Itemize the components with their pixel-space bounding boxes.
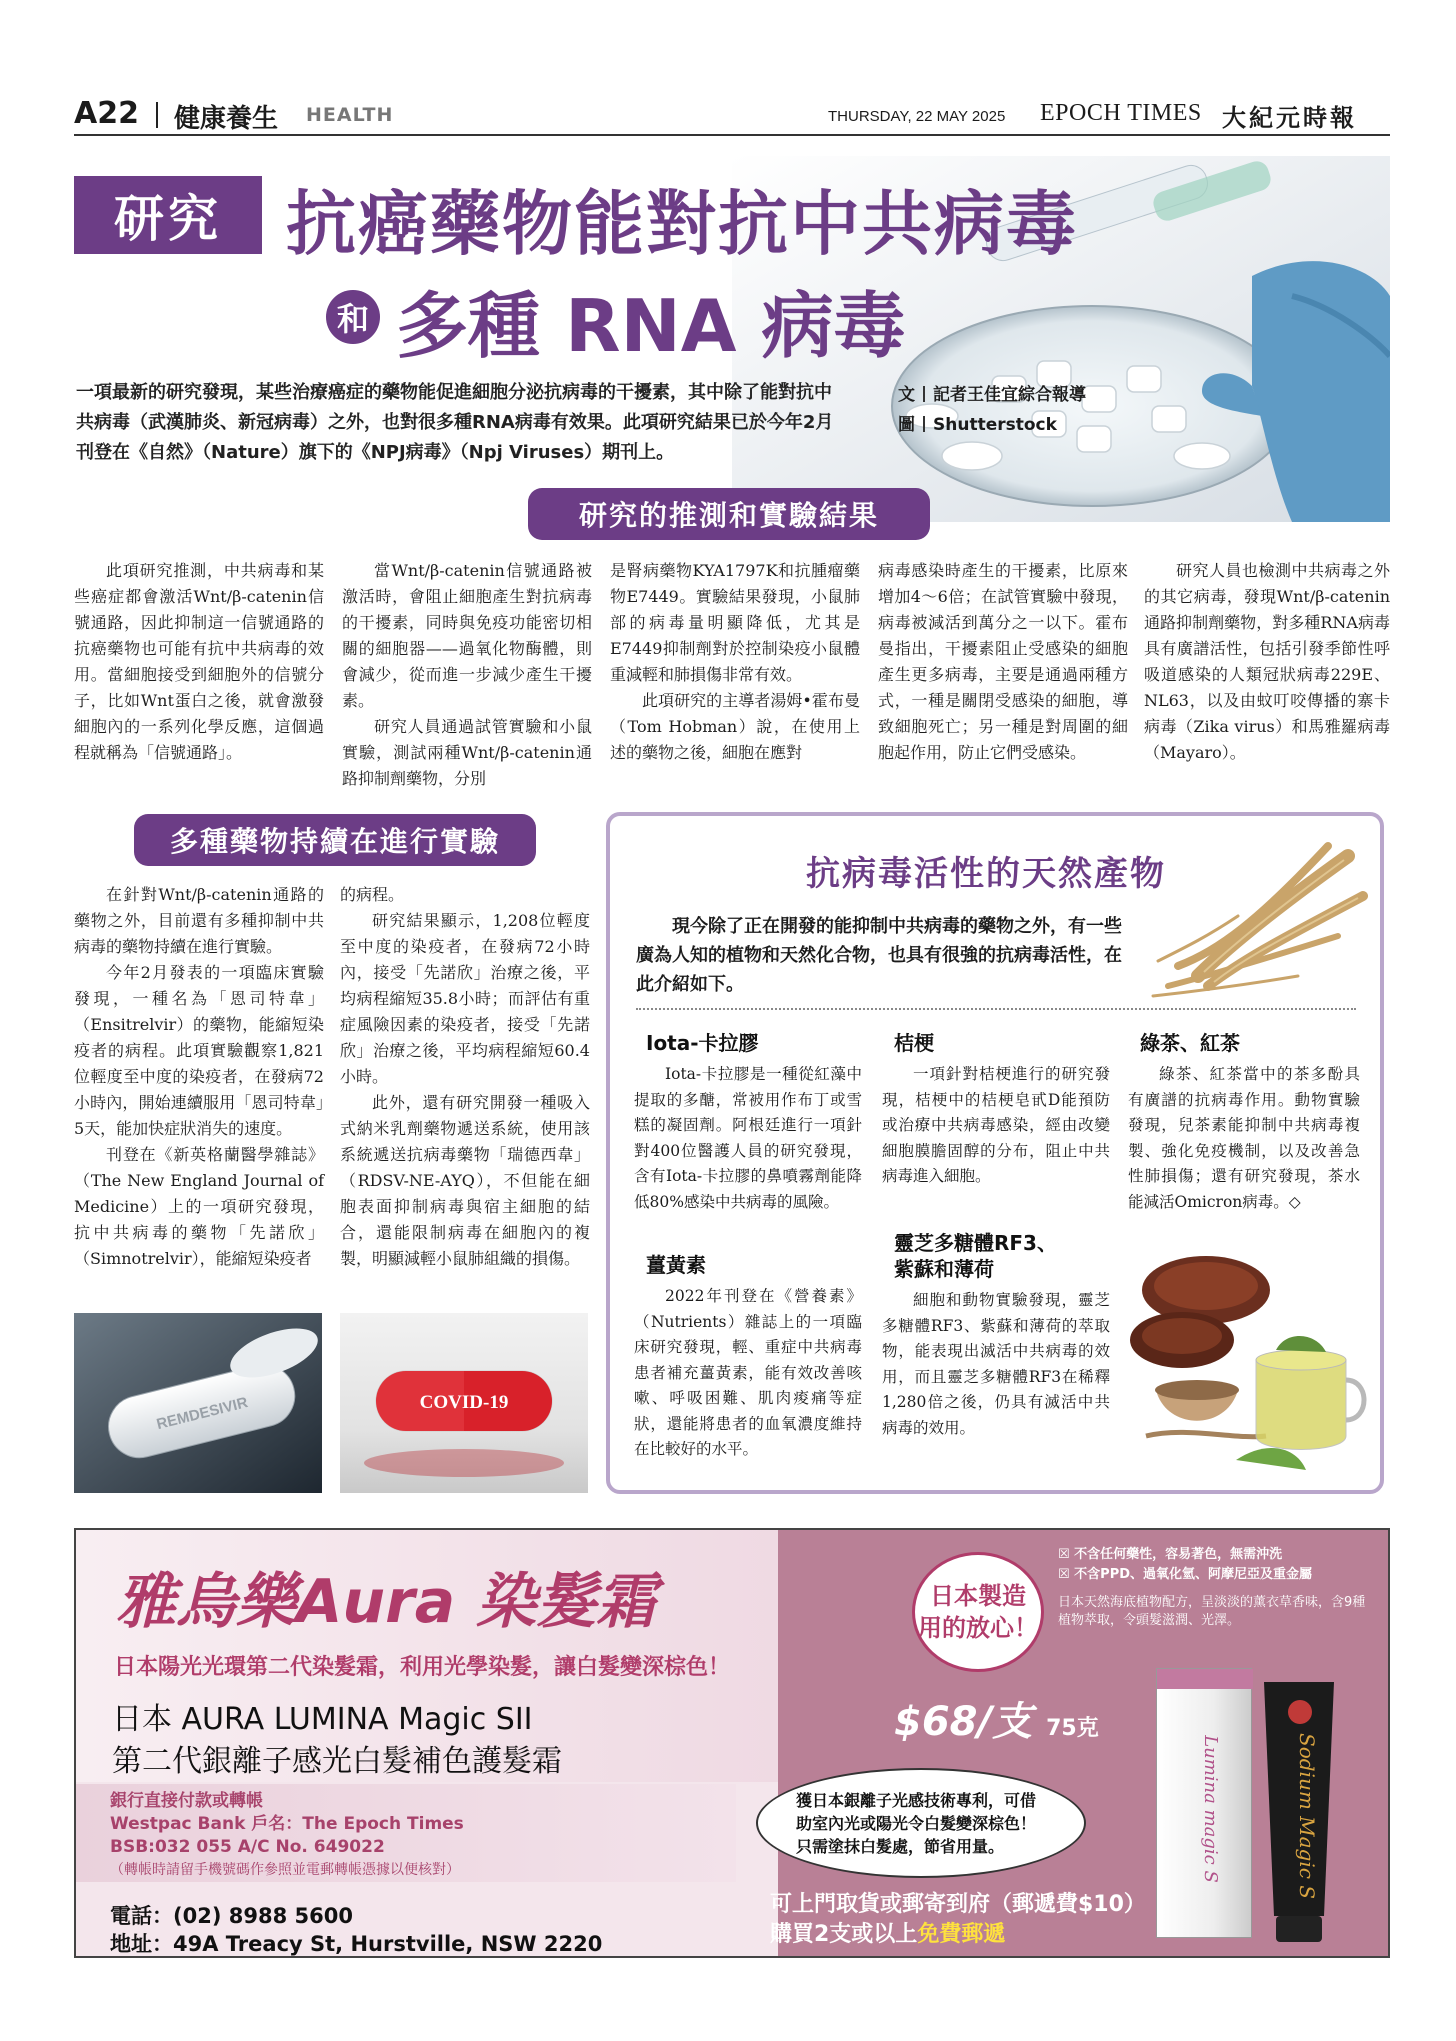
- product-tube-image: [1244, 1676, 1354, 1944]
- paragraph: 研究結果顯示，1,208位輕度至中度的染疫者，在發病72小時內，接受「先諾欣」治療之後，平均病程縮短35.8小時；而評估有重症風險因素的染疫者，接受「先諾欣」治療之後，平均病程縮短60.4小時。: [340, 911, 590, 1086]
- section1-column-5: [1144, 558, 1390, 766]
- reishi-tea-image: [1126, 1240, 1372, 1480]
- headline-connector: 和: [326, 290, 380, 344]
- delivery-line-2: [770, 1920, 1146, 1950]
- byline-image-credit: Shutterstock: [933, 415, 1057, 435]
- reishi-heading-line-2: 紫蘇和薄荷: [894, 1257, 994, 1281]
- section2-column-1: [74, 882, 324, 1272]
- reishi-heading: [894, 1230, 1057, 1282]
- section1-column-1: [74, 558, 324, 766]
- paragraph: 研究人員也檢測中共病毒之外的其它病毒，發現Wnt/β-catenin通路抑制劑藥物，對多種RNA病毒具有廣譜活性，包括引發季節性呼吸道感染的人類冠狀病毒229E、NL63，以及由蚊叮咬傳播的寨卡病毒（Zika virus）和馬雅羅病毒（Mayaro）。: [1144, 561, 1390, 762]
- article-lead: 一項最新的研究發現，某些治療癌症的藥物能促進細胞分泌抗病毒的干擾素，其中除了能對抗中共病毒（武漢肺炎、新冠病毒）之外，也對很多種RNA病毒有效果。此項研究結果已於今年2月刊登在《自然》（Nature）旗下的《NPJ病毒》（Npj Viruses）期刊上。: [76, 382, 834, 463]
- ad-address: 地址：49A Treacy St, Hurstville, NSW 2220: [110, 1932, 603, 1956]
- section1-subhead: 研究的推測和實驗結果: [528, 488, 930, 540]
- section-name-zh: 健康養生: [174, 104, 279, 134]
- iota-carrageenan-heading: Iota-卡拉膠: [646, 1031, 759, 1055]
- ad-price: [894, 1690, 1099, 1747]
- tea-heading: 綠茶、紅茶: [1140, 1031, 1240, 1055]
- paragraph: 的病程。: [340, 885, 405, 904]
- paragraph: 病毒感染時產生的干擾素，比原來增加4～6倍；在試管實驗中發現，病毒被減活到萬分之一以下。霍布曼指出，干擾素阻止受感染的細胞產生更多病毒，主要是通過兩種方式，一種是關閉受感染的細胞，導致細胞死亡；另一種是對周圍的細胞起作用，防止它們受感染。: [878, 561, 1128, 762]
- delivery-prefix: 購買2支或以上: [770, 1922, 918, 1947]
- byline-image-row: [898, 410, 1086, 440]
- paragraph: 在針對Wnt/β-catenin通路的藥物之外，目前還有多種抑制中共病毒的藥物持續在進行實驗。: [74, 885, 324, 956]
- ad-phone: 電話：(02) 8988 5600: [110, 1904, 353, 1928]
- tea-text: 綠茶、紅茶當中的茶多酚具有廣譜的抗病毒作用。動物實驗發現，兒茶素能抑制中共病毒複製、強化免疫機制，以及改善急性肺損傷；還有研究發現，茶水能減活Omicron病毒。◇: [1128, 1065, 1360, 1211]
- section1-column-2: [342, 558, 592, 792]
- ad-delivery-info: [770, 1890, 1146, 1950]
- paragraph: 此項研究的主導者湯姆•霍布曼（Tom Hobman）說，在使用上述的藥物之後，細胞在應對: [610, 691, 860, 762]
- free-shipping-highlight: 免費郵遞: [917, 1922, 1006, 1947]
- ad-speech-bubble: 獲日本銀離子光感技術專利，可借助室內光或陽光令白髮變深棕色！只需塗抹白髮處，節省用量。: [756, 1768, 1086, 1878]
- byline-divider: [923, 386, 925, 402]
- advertisement-hair-dye: [74, 1528, 1390, 1958]
- section2-subhead: 多種藥物持續在進行實驗: [134, 814, 536, 866]
- headline-tag: 研究: [74, 176, 262, 254]
- section1-column-3: [610, 558, 860, 766]
- paragraph: 今年2月發表的一項臨床實驗發現，一種名為「恩司特韋」（Ensitrelvir）的藥物，能縮短染疫者的病程。此項實驗觀察1,821位輕度至中度的染疫者，在發病72小時內，開始連續服用「恩司特韋」5天，能加快症狀消失的速度。: [74, 963, 324, 1138]
- bank-account: BSB:032 055 A/C No. 649022: [110, 1837, 385, 1857]
- ad-feature-1: ☒ 不含任何藥性，容易著色，無需沖洗: [1058, 1547, 1283, 1562]
- ad-feature-2: ☒ 不含PPD、過氧化氫、阿摩尼亞及重金屬: [1058, 1567, 1313, 1582]
- tube-label: Sodium Magic S: [1295, 1732, 1319, 1900]
- reishi-heading-line-1: 靈芝多糖體RF3、: [894, 1231, 1057, 1255]
- byline-author: 記者王佳宜綜合報導: [933, 385, 1086, 405]
- headline-line-1: 抗癌藥物能對抗中共病毒: [286, 183, 1078, 265]
- price-volume: 75克: [1046, 1716, 1099, 1741]
- paragraph: 此項研究推測，中共病毒和某些癌症都會激活Wnt/β-catenin信號通路，因此抑制這一信號通路的抗癌藥物也可能有抗中共病毒的效用。當細胞接受到細胞外的信號分子，比如Wnt蛋白之後，就會激發細胞內的一系列化學反應，這個過程就稱為「信號通路」。: [74, 561, 324, 762]
- iota-carrageenan-text: Iota-卡拉膠是一種從紅藻中提取的多醣，常被用作布丁或雪糕的凝固劑。阿根廷進行一項針對400位醫護人員的研究發現，含有Iota-卡拉膠的鼻噴霧劑能降低80%感染中共病毒的風險。: [634, 1065, 862, 1211]
- platycodon-text: 一項針對桔梗進行的研究發現，桔梗中的桔梗皂甙D能預防或治療中共病毒感染，經由改變細胞膜膽固醇的分布，阻止中共病毒進入細胞。: [882, 1065, 1110, 1185]
- photo-covid-capsule: [340, 1313, 588, 1493]
- made-in-japan-badge: [912, 1552, 1044, 1672]
- bank-name: Westpac Bank 戶名：The Epoch Times: [110, 1814, 464, 1834]
- byline-text-label: 文: [898, 385, 915, 405]
- capsule-label: COVID-19: [419, 1392, 509, 1413]
- delivery-line-1: 可上門取貨或郵寄到府（郵遞費$10）: [770, 1892, 1146, 1917]
- ad-bank-details: [76, 1784, 736, 1882]
- paragraph: 當Wnt/β-catenin信號通路被激活時，會阻止細胞產生對抗病毒的干擾素，同時與免疫功能密切相關的細胞器——過氧化物酶體，則會減少，從而進一步減少產生干擾素。: [342, 561, 592, 710]
- header-divider: [156, 102, 158, 128]
- paper-name-zh: 大紀元時報: [1222, 103, 1357, 132]
- box-label: Lumina magic S: [1200, 1735, 1221, 1883]
- bank-note: （轉帳時請留手機號碼作參照並電郵轉帳憑據以便核對）: [110, 1862, 460, 1878]
- issue-date: THURSDAY, 22 MAY 2025: [828, 108, 1006, 125]
- badge-line-1: 日本製造: [930, 1582, 1026, 1610]
- turmeric-text: 2022年刊登在《營養素》（Nutrients）雜誌上的一項臨床研究發現，輕、重症中共病毒患者補充薑黃素，能有效改善咳嗽、呼吸困難、肌肉痠痛等症狀，還能將患者的血氧濃度維持在比較好的水平。: [634, 1287, 862, 1458]
- ad-tagline: 日本陽光光環第二代染髮霜，利用光學染髮，讓白髮變深棕色！: [114, 1655, 731, 1680]
- ad-brand: 雅烏樂Aura 染髮霜: [116, 1567, 657, 1637]
- reishi-text: 細胞和動物實驗發現，靈芝多糖體RF3、紫蘇和薄荷的萃取物，能表現出滅活中共病毒的效用，而且靈芝多糖體RF3在稀釋1,280倍之後，仍具有滅活中共病毒的效用。: [882, 1291, 1110, 1437]
- product-box-image: [1156, 1668, 1252, 1938]
- platycodon-heading: 桔梗: [894, 1031, 934, 1055]
- byline-divider: [923, 416, 925, 432]
- paragraph: 研究人員通過試管實驗和小鼠實驗，測試兩種Wnt/β-catenin通路抑制劑藥物，分別: [342, 717, 592, 788]
- ad-product-subtitle: 第二代銀離子感光白髮補色護髮霜: [112, 1744, 562, 1779]
- page-number: A22: [74, 96, 139, 131]
- ginseng-root-image: [1138, 826, 1378, 1006]
- price-value: $68/支: [894, 1699, 1033, 1745]
- headline-line-2: 多種 RNA 病毒: [396, 284, 906, 368]
- ad-product-name: 日本 AURA LUMINA Magic SII: [112, 1702, 533, 1737]
- sidebar-title: 抗病毒活性的天然產物: [806, 854, 1166, 894]
- sidebar-intro: 現今除了正在開發的能抑制中共病毒的藥物之外，有一些廣為人知的植物和天然化合物，也具有很強的抗病毒活性，在此介紹如下。: [636, 916, 1122, 995]
- badge-line-2: 用的放心！: [918, 1614, 1038, 1642]
- pill-imprint: REMDESIVIR: [154, 1394, 250, 1434]
- byline-image-label: 圖: [898, 415, 915, 435]
- section-name-en: HEALTH: [306, 104, 394, 126]
- paper-name-en: EPOCH TIMES: [1040, 100, 1202, 126]
- sidebar-natural-products: [606, 812, 1384, 1494]
- byline-text-row: [898, 380, 1086, 410]
- page-header: [74, 96, 1390, 136]
- sidebar-divider: [636, 1008, 1356, 1010]
- photo-remdesivir-pill: [74, 1313, 322, 1493]
- paragraph: 是腎病藥物KYA1797K和抗腫瘤藥物E7449。實驗結果發現，小鼠肺部的病毒量明顯降低，尤其是E7449抑制劑對於控制染疫小鼠體重減輕和肺損傷非常有效。: [610, 561, 860, 684]
- ad-description: 日本天然海底植物配方，呈淡淡的薰衣草香味，含9種植物萃取，令頭髮滋潤、光澤。: [1058, 1595, 1366, 1628]
- bank-title: 銀行直接付款或轉帳: [110, 1791, 263, 1811]
- byline: [898, 380, 1086, 440]
- turmeric-heading: 薑黃素: [646, 1253, 706, 1277]
- paragraph: 刊登在《新英格蘭醫學雜誌》（The New England Journal of Medicine）上的一項研究發現，抗中共病毒的藥物「先諾欣」（Simnotrelvir），能縮短染疫者: [74, 1145, 324, 1268]
- section1-column-4: [878, 558, 1128, 766]
- paragraph: 此外，還有研究開發一種吸入式納米乳劑藥物遞送系統，使用該系統遞送抗病毒藥物「瑞德西韋」（RDSV-NE-AYQ），不但能在細胞表面抑制病毒與宿主細胞的結合，還能限制病毒在細胞內的複製，明顯減輕小鼠肺組織的損傷。: [340, 1093, 590, 1268]
- section2-column-2: [340, 882, 590, 1272]
